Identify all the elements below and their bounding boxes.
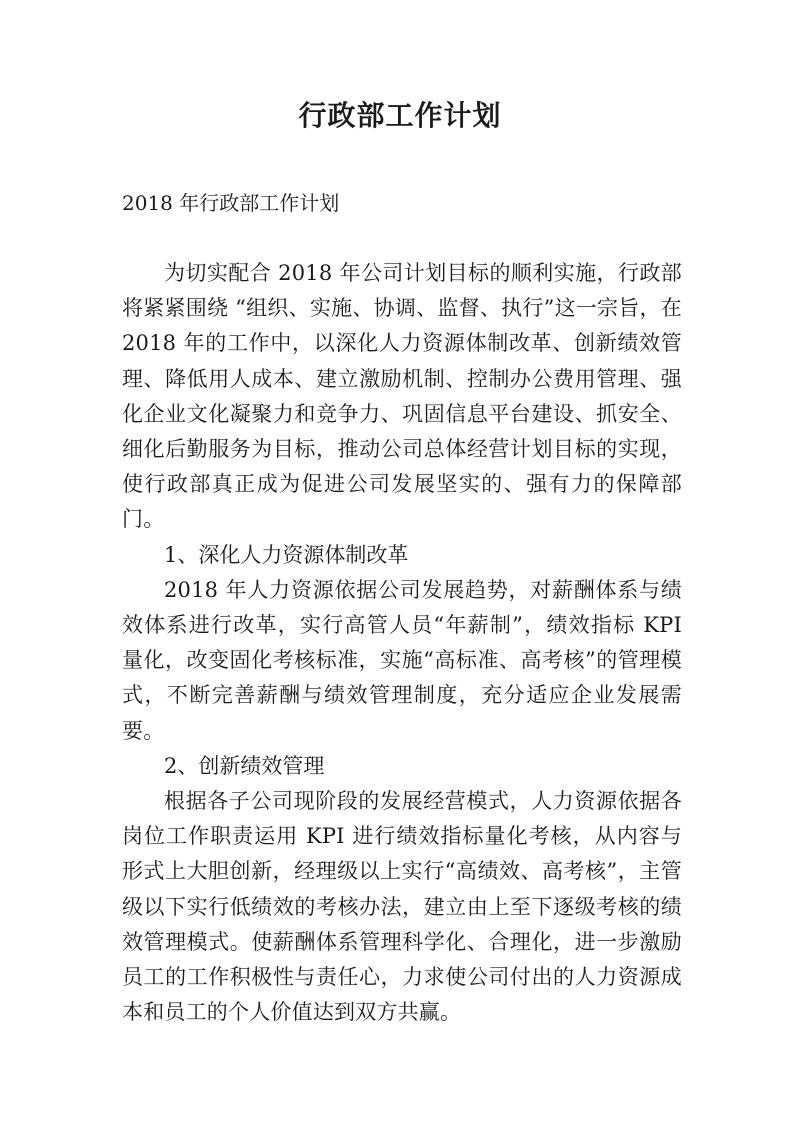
section-2-paragraph: 根据各子公司现阶段的发展经营模式，人力资源依据各岗位工作职责运用 KPI 进行绩效指标量化考核，从内容与形式上大胆创新，经理级以上实行“高绩效、高考核”，主管级以下实行低绩效的考核办法，建立由上至下逐级考核的绩效管理模式。使薪酬体系管理科学化、合理化，进一步激励员工的工作积极性与责任心，力求使公司付出的人力资源成本和员工的个人价值达到双方共赢。 <box>122 789 682 1025</box>
document-subtitle: 2018 年行政部工作计划 <box>122 191 340 215</box>
section-2-heading: 2、创新绩效管理 <box>164 753 325 778</box>
document-title: 行政部工作计划 <box>298 99 502 132</box>
document-body <box>122 256 682 1030</box>
section-1-heading: 1、深化人力资源体制改革 <box>164 542 409 567</box>
section-1-paragraph: 2018 年人力资源依据公司发展趋势，对薪酬体系与绩效体系进行改革，实行高管人员“年薪制”，绩效指标 KPI 量化，改变固化考核标准，实施“高标准、高考核”的管理模式，不断完善薪酬与绩效管理制度，充分适应企业发展需要。 <box>122 577 682 743</box>
intro-paragraph: 为切实配合 2018 年公司计划目标的顺利实施，行政部将紧紧围绕 “组织、实施、协调、监督、执行”这一宗旨，在 2018 年的工作中，以深化人力资源体制改革、创新绩效管理、降低用人成本、建立激励机制、控制办公费用管理、强化企业文化凝聚力和竞争力、巩固信息平台建设、抓安全、细化后勤服务为目标，推动公司总体经营计划目标的实现，使行政部真正成为促进公司发展坚实的、强有力的保障部门。 <box>122 261 682 532</box>
